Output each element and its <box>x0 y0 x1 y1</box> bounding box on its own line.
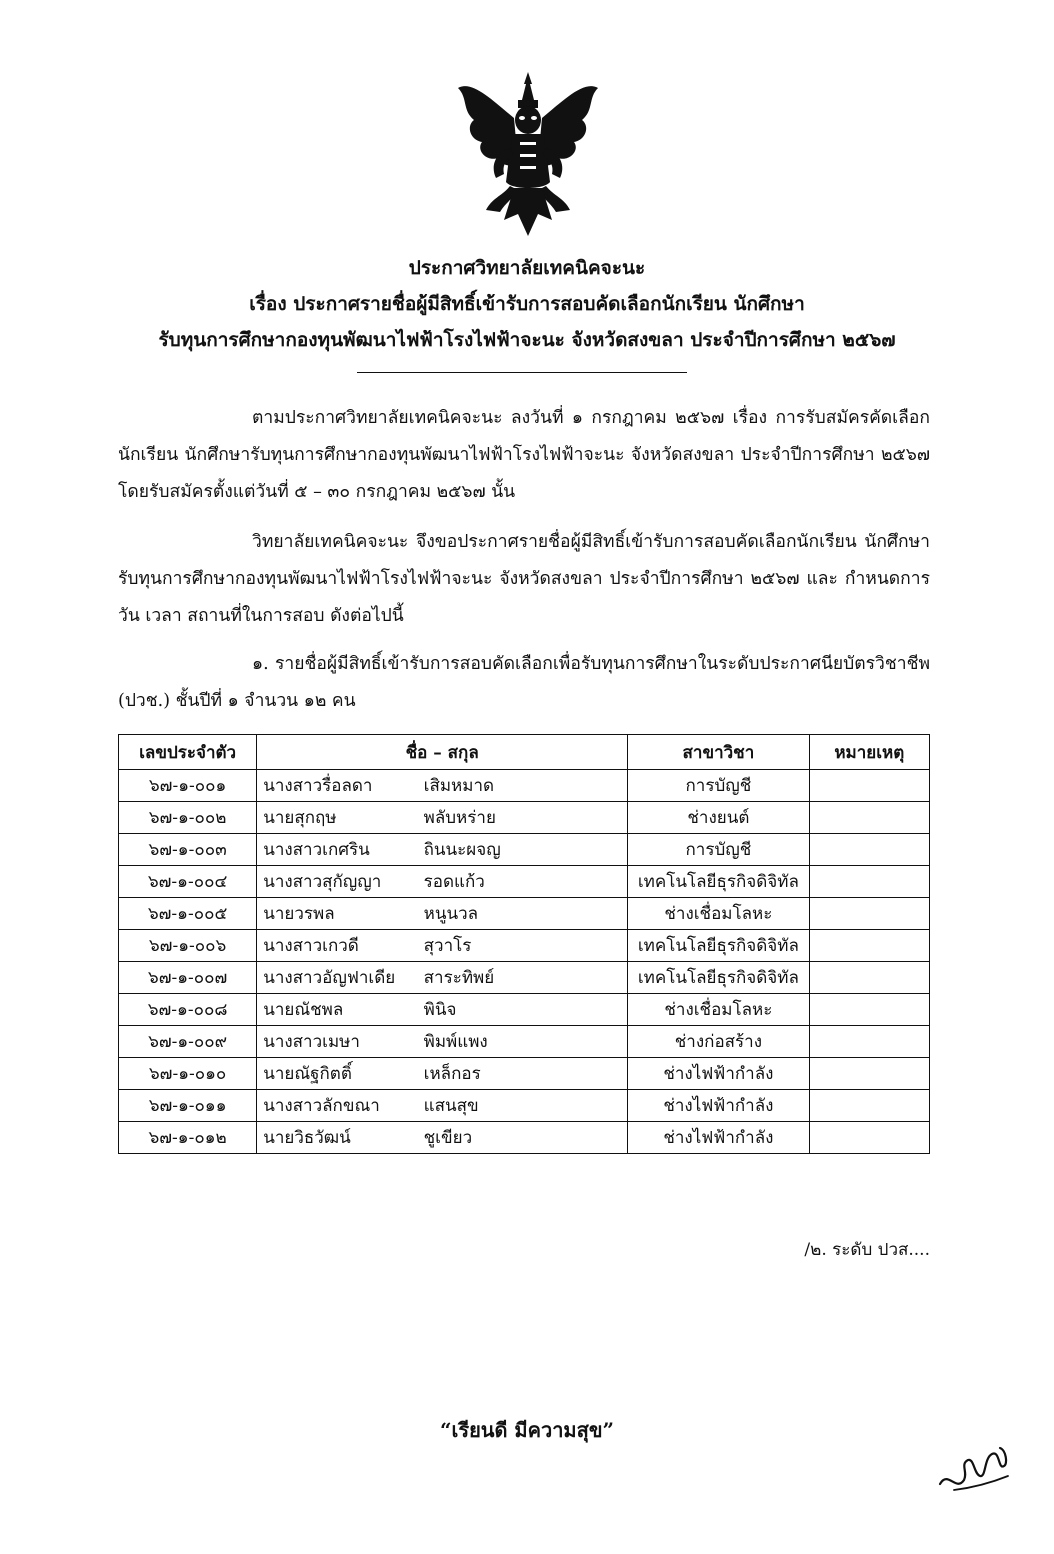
cell-note <box>809 1058 929 1090</box>
cell-note <box>809 1122 929 1154</box>
cell-code: ๖๗-๑-๐๐๓ <box>119 834 257 866</box>
cell-note <box>809 994 929 1026</box>
candidate-table <box>118 734 930 1154</box>
announcement-title: ประกาศวิทยาลัยเทคนิคจะนะ <box>408 257 646 279</box>
table-row <box>119 1090 930 1122</box>
cell-note <box>809 770 929 802</box>
announcement-subject: เรื่อง ประกาศรายชื่อผู้มีสิทธิ์เข้ารับการสอบคัดเลือกนักเรียน นักศึกษา <box>249 293 805 315</box>
cell-note <box>809 930 929 962</box>
cell-first-name: นายสุกฤษ <box>257 802 418 834</box>
cell-major: ช่างยนต์ <box>628 802 809 834</box>
cell-last-name: แสนสุข <box>418 1090 628 1122</box>
cell-first-name: นายวิธวัฒน์ <box>257 1122 418 1154</box>
cell-code: ๖๗-๑-๐๐๕ <box>119 898 257 930</box>
cell-note <box>809 1090 929 1122</box>
cell-note <box>809 962 929 994</box>
table-row <box>119 1058 930 1090</box>
continued-next-page: /๒. ระดับ ปวส.... <box>804 1240 930 1260</box>
table-row <box>119 930 930 962</box>
table-row <box>119 1026 930 1058</box>
college-motto: “เรียนดี มีความสุข” <box>439 1418 614 1442</box>
cell-last-name: เสิมหมาด <box>418 770 628 802</box>
cell-code: ๖๗-๑-๐๐๑ <box>119 770 257 802</box>
table-row <box>119 802 930 834</box>
announcement-subject-cont: รับทุนการศึกษากองทุนพัฒนาไฟฟ้าโรงไฟฟ้าจะนะ จังหวัดสงขลา ประจำปีการศึกษา ๒๕๖๗ <box>158 329 896 351</box>
cell-last-name: สาระทิพย์ <box>418 962 628 994</box>
table-row <box>119 834 930 866</box>
header-code: เลขประจำตัว <box>119 735 257 770</box>
cell-first-name: นายณัชพล <box>257 994 418 1026</box>
cell-major: เทคโนโลยีธุรกิจดิจิทัล <box>628 962 809 994</box>
cell-last-name: พิมพ์แพง <box>418 1026 628 1058</box>
header-name: ชื่อ – สกุล <box>257 735 628 770</box>
cell-code: ๖๗-๑-๐๐๒ <box>119 802 257 834</box>
cell-code: ๖๗-๑-๐๑๒ <box>119 1122 257 1154</box>
table-row <box>119 994 930 1026</box>
cell-first-name: นางสาวเมษา <box>257 1026 418 1058</box>
table-row <box>119 962 930 994</box>
cell-first-name: นางสาวเกศริน <box>257 834 418 866</box>
table-row <box>119 866 930 898</box>
cell-last-name: สุวาโร <box>418 930 628 962</box>
cell-major: ช่างไฟฟ้ากำลัง <box>628 1090 809 1122</box>
table-row <box>119 898 930 930</box>
header-major: สาขาวิชา <box>628 735 809 770</box>
cell-first-name: นางสาวเกวดี <box>257 930 418 962</box>
cell-first-name: นางสาวรื่อลดา <box>257 770 418 802</box>
cell-code: ๖๗-๑-๐๐๔ <box>119 866 257 898</box>
table-row <box>119 770 930 802</box>
cell-last-name: พลับหร่าย <box>418 802 628 834</box>
cell-code: ๖๗-๑-๐๐๘ <box>119 994 257 1026</box>
garuda-emblem-icon <box>452 70 604 238</box>
cell-code: ๖๗-๑-๐๐๙ <box>119 1026 257 1058</box>
cell-last-name: ถินนะผจญ <box>418 834 628 866</box>
cell-major: ช่างเชื่อมโลหะ <box>628 994 809 1026</box>
cell-note <box>809 898 929 930</box>
header-note: หมายเหตุ <box>809 735 929 770</box>
cell-note <box>809 834 929 866</box>
cell-major: การบัญชี <box>628 770 809 802</box>
cell-first-name: นางสาวลักขณา <box>257 1090 418 1122</box>
cell-first-name: นายวรพล <box>257 898 418 930</box>
cell-last-name: ชูเขียว <box>418 1122 628 1154</box>
cell-note <box>809 802 929 834</box>
cell-major: ช่างไฟฟ้ากำลัง <box>628 1122 809 1154</box>
cell-last-name: พินิจ <box>418 994 628 1026</box>
paragraph-announcement: วิทยาลัยเทคนิคจะนะ จึงขอประกาศรายชื่อผู้มีสิทธิ์เข้ารับการสอบคัดเลือกนักเรียน นักศึกษา รับทุนการศึกษากองทุนพัฒนาไฟฟ้าโรงไฟฟ้าจะนะ จังหวัดสงขลา ประจำปีการศึกษา ๒๕๖๗ และ กำหนดการ วัน เวลา สถานที่ในการสอบ ดังต่อไปนี้ <box>118 532 930 626</box>
cell-major: เทคโนโลยีธุรกิจดิจิทัล <box>628 866 809 898</box>
cell-first-name: นางสาวอัญฟาเดีย <box>257 962 418 994</box>
cell-last-name: เหล็กอร <box>418 1058 628 1090</box>
cell-major: ช่างไฟฟ้ากำลัง <box>628 1058 809 1090</box>
cell-note <box>809 866 929 898</box>
cell-first-name: นายณัฐกิตติ์ <box>257 1058 418 1090</box>
cell-major: การบัญชี <box>628 834 809 866</box>
table-row <box>119 1122 930 1154</box>
cell-code: ๖๗-๑-๐๑๑ <box>119 1090 257 1122</box>
cell-major: ช่างเชื่อมโลหะ <box>628 898 809 930</box>
cell-code: ๖๗-๑-๐๐๖ <box>119 930 257 962</box>
paragraph-reference: ตามประกาศวิทยาลัยเทคนิคจะนะ ลงวันที่ ๑ กรกฎาคม ๒๕๖๗ เรื่อง การรับสมัครคัดเลือก นักเรียน นักศึกษารับทุนการศึกษากองทุนพัฒนาไฟฟ้าโรงไฟฟ้าจะนะ จังหวัดสงขลา ประจำปีการศึกษา ๒๕๖๗ โดยรับสมัครตั้งแต่วันที่ ๕ – ๓๐ กรกฎาคม ๒๕๖๗ นั้น <box>118 408 930 502</box>
handwritten-initials-icon <box>934 1440 1018 1500</box>
cell-code: ๖๗-๑-๐๑๐ <box>119 1058 257 1090</box>
cell-code: ๖๗-๑-๐๐๗ <box>119 962 257 994</box>
paragraph-section-1: ๑. รายชื่อผู้มีสิทธิ์เข้ารับการสอบคัดเลือกเพื่อรับทุนการศึกษาในระดับประกาศนียบัตรวิชาชีพ (ปวช.) ชั้นปีที่ ๑ จำนวน ๑๒ คน <box>118 654 930 711</box>
cell-major: ช่างก่อสร้าง <box>628 1026 809 1058</box>
cell-note <box>809 1026 929 1058</box>
cell-first-name: นางสาวสุกัญญา <box>257 866 418 898</box>
table-header-row <box>119 735 930 770</box>
cell-major: เทคโนโลยีธุรกิจดิจิทัล <box>628 930 809 962</box>
title-divider <box>357 372 687 373</box>
cell-last-name: หนูนวล <box>418 898 628 930</box>
cell-last-name: รอดแก้ว <box>418 866 628 898</box>
